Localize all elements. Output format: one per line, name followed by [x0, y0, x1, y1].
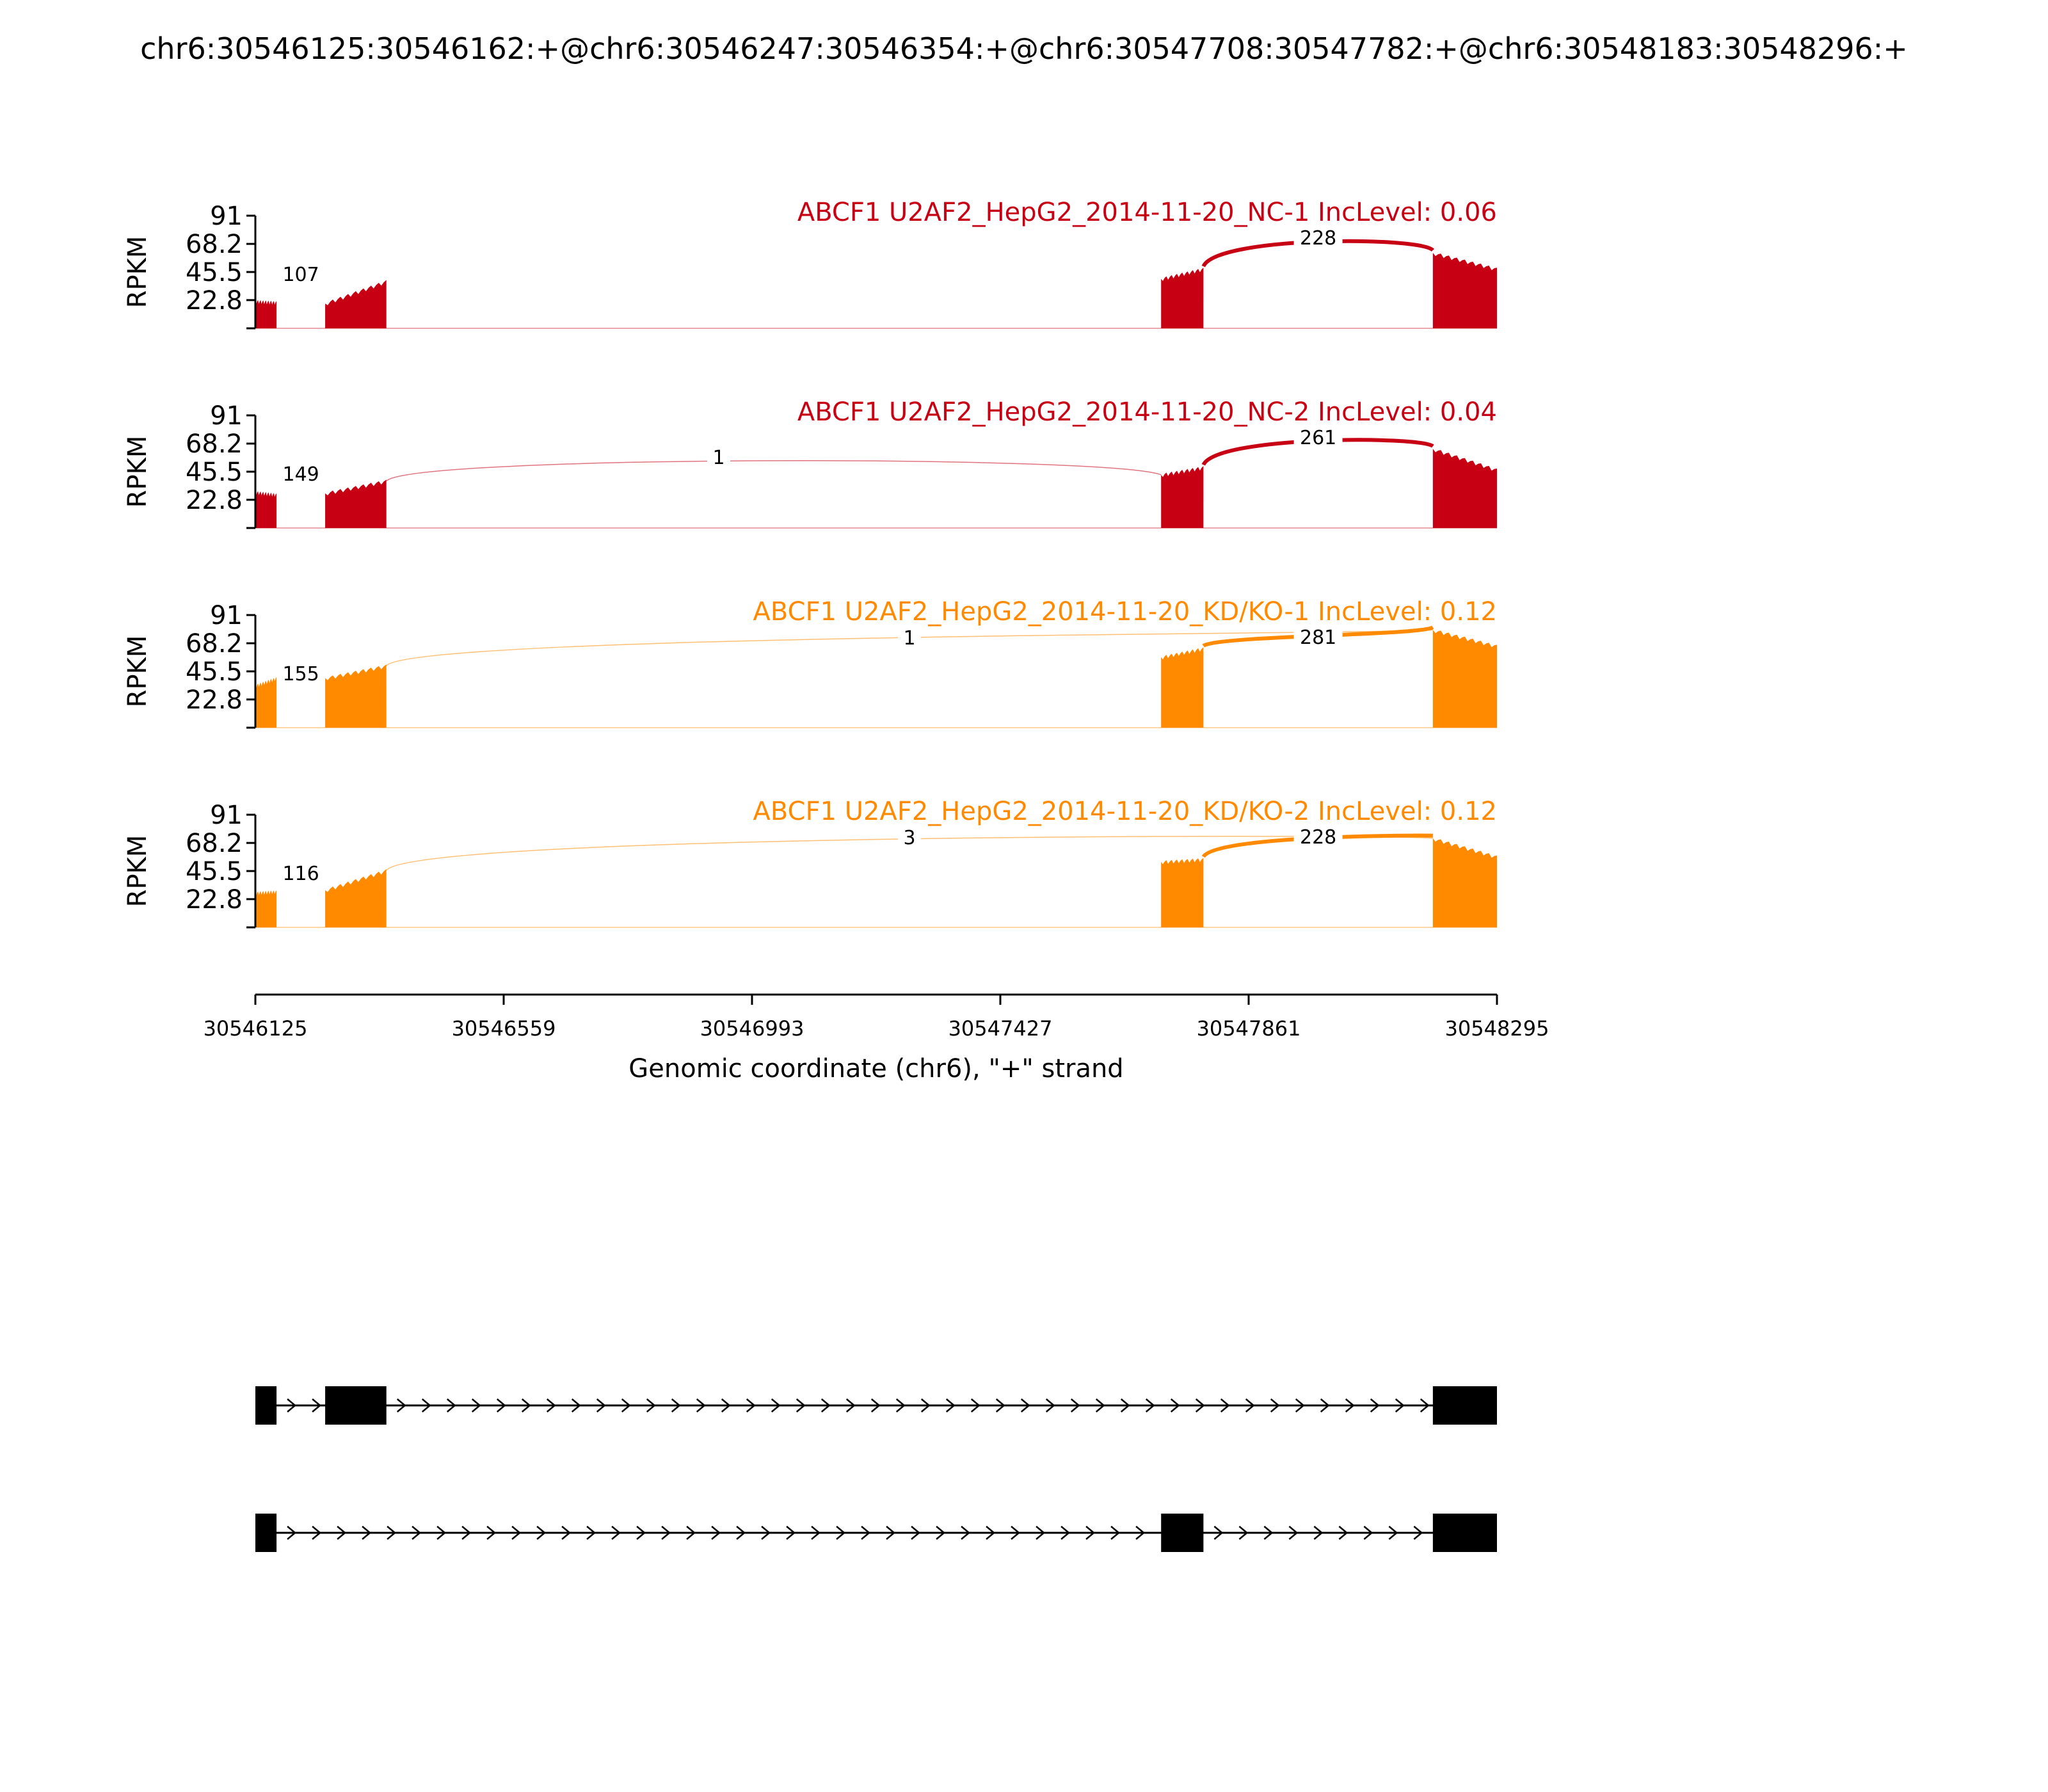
coverage-block: [1433, 253, 1497, 328]
y-tick-label: 22.8: [185, 685, 243, 715]
sample-title: ABCF1 U2AF2_HepG2_2014-11-20_KD/KO-1 IncLevel: 0.12: [753, 597, 1497, 627]
coverage-panel: [123, 198, 1497, 328]
junction-count-label: 281: [1299, 627, 1337, 649]
exon-block: [1161, 1514, 1203, 1552]
y-tick-label: 68.2: [185, 629, 243, 659]
coverage-panel: [123, 397, 1497, 528]
junction-count-label: 261: [1299, 427, 1337, 449]
y-tick-label: 45.5: [185, 857, 243, 886]
y-tick-label: 91: [210, 601, 243, 630]
x-tick-label: 30546125: [203, 1016, 308, 1041]
x-tick-label: 30547427: [948, 1016, 1053, 1041]
y-tick-label: 68.2: [185, 829, 243, 859]
junction-count-label: 149: [282, 463, 319, 486]
junction-arc: [387, 461, 1161, 481]
junction-count-label: 107: [282, 264, 319, 286]
coverage-panel: [123, 597, 1497, 728]
x-tick-label: 30546993: [700, 1016, 804, 1041]
junction-count-label: 228: [1299, 826, 1337, 849]
y-tick-label: 45.5: [185, 657, 243, 687]
coverage-block: [255, 890, 276, 927]
coverage-block: [325, 664, 387, 728]
figure-title: chr6:30546125:30546162:+@chr6:30546247:30546354:+@chr6:30547708:30547782:+@chr6:30548183:30548296:+: [140, 31, 1908, 66]
x-axis-label: Genomic coordinate (chr6), "+" strand: [628, 1054, 1124, 1084]
exon-block: [325, 1386, 387, 1425]
x-tick-label: 30548295: [1444, 1016, 1549, 1041]
exon-block: [1433, 1386, 1497, 1425]
y-axis-label: RPKM: [123, 236, 152, 308]
y-axis-label: RPKM: [123, 635, 152, 708]
x-axis: [204, 995, 1549, 1041]
junction-count-label: 116: [282, 863, 319, 885]
coverage-block: [255, 491, 276, 528]
junction-count-label: 3: [903, 827, 916, 849]
sample-title: ABCF1 U2AF2_HepG2_2014-11-20_KD/KO-2 IncLevel: 0.12: [753, 797, 1497, 826]
y-tick-label: 91: [210, 202, 243, 231]
coverage-block: [1433, 630, 1497, 728]
y-tick-label: 68.2: [185, 230, 243, 260]
y-tick-label: 45.5: [185, 458, 243, 487]
y-tick-label: 22.8: [185, 285, 243, 316]
junction-count-label: 1: [903, 627, 916, 650]
coverage-block: [1161, 858, 1203, 927]
exon-block: [255, 1386, 276, 1425]
sample-title: ABCF1 U2AF2_HepG2_2014-11-20_NC-1 IncLevel: 0.06: [797, 198, 1497, 227]
y-axis-label: RPKM: [123, 835, 152, 908]
isoform-track: [255, 1386, 1497, 1425]
y-tick-label: 68.2: [185, 429, 243, 460]
coverage-block: [1433, 838, 1497, 927]
coverage-block: [255, 300, 276, 328]
coverage-block: [1161, 466, 1203, 528]
junction-count-label: 155: [282, 663, 319, 685]
x-tick-label: 30547861: [1196, 1016, 1301, 1041]
y-tick-label: 91: [210, 801, 243, 830]
coverage-block: [1161, 647, 1203, 728]
coverage-block: [325, 869, 387, 927]
y-tick-label: 91: [210, 401, 243, 431]
y-tick-label: 45.5: [185, 258, 243, 287]
coverage-block: [255, 677, 276, 728]
exon-block: [255, 1514, 276, 1552]
coverage-block: [325, 480, 387, 529]
isoform-track: [255, 1514, 1497, 1552]
coverage-panels: [123, 198, 1497, 927]
x-tick-label: 30546559: [451, 1016, 556, 1041]
gene-model: [255, 1386, 1497, 1552]
junction-count-label: 1: [712, 447, 725, 469]
sample-title: ABCF1 U2AF2_HepG2_2014-11-20_NC-2 IncLevel: 0.04: [797, 397, 1497, 427]
coverage-block: [325, 280, 387, 329]
y-axis-label: RPKM: [123, 435, 152, 508]
coverage-block: [1161, 268, 1203, 328]
y-tick-label: 22.8: [185, 485, 243, 515]
y-tick-label: 22.8: [185, 884, 243, 915]
junction-count-label: 228: [1299, 227, 1337, 250]
coverage-panel: [123, 797, 1497, 927]
exon-block: [1433, 1514, 1497, 1552]
coverage-block: [1433, 449, 1497, 528]
